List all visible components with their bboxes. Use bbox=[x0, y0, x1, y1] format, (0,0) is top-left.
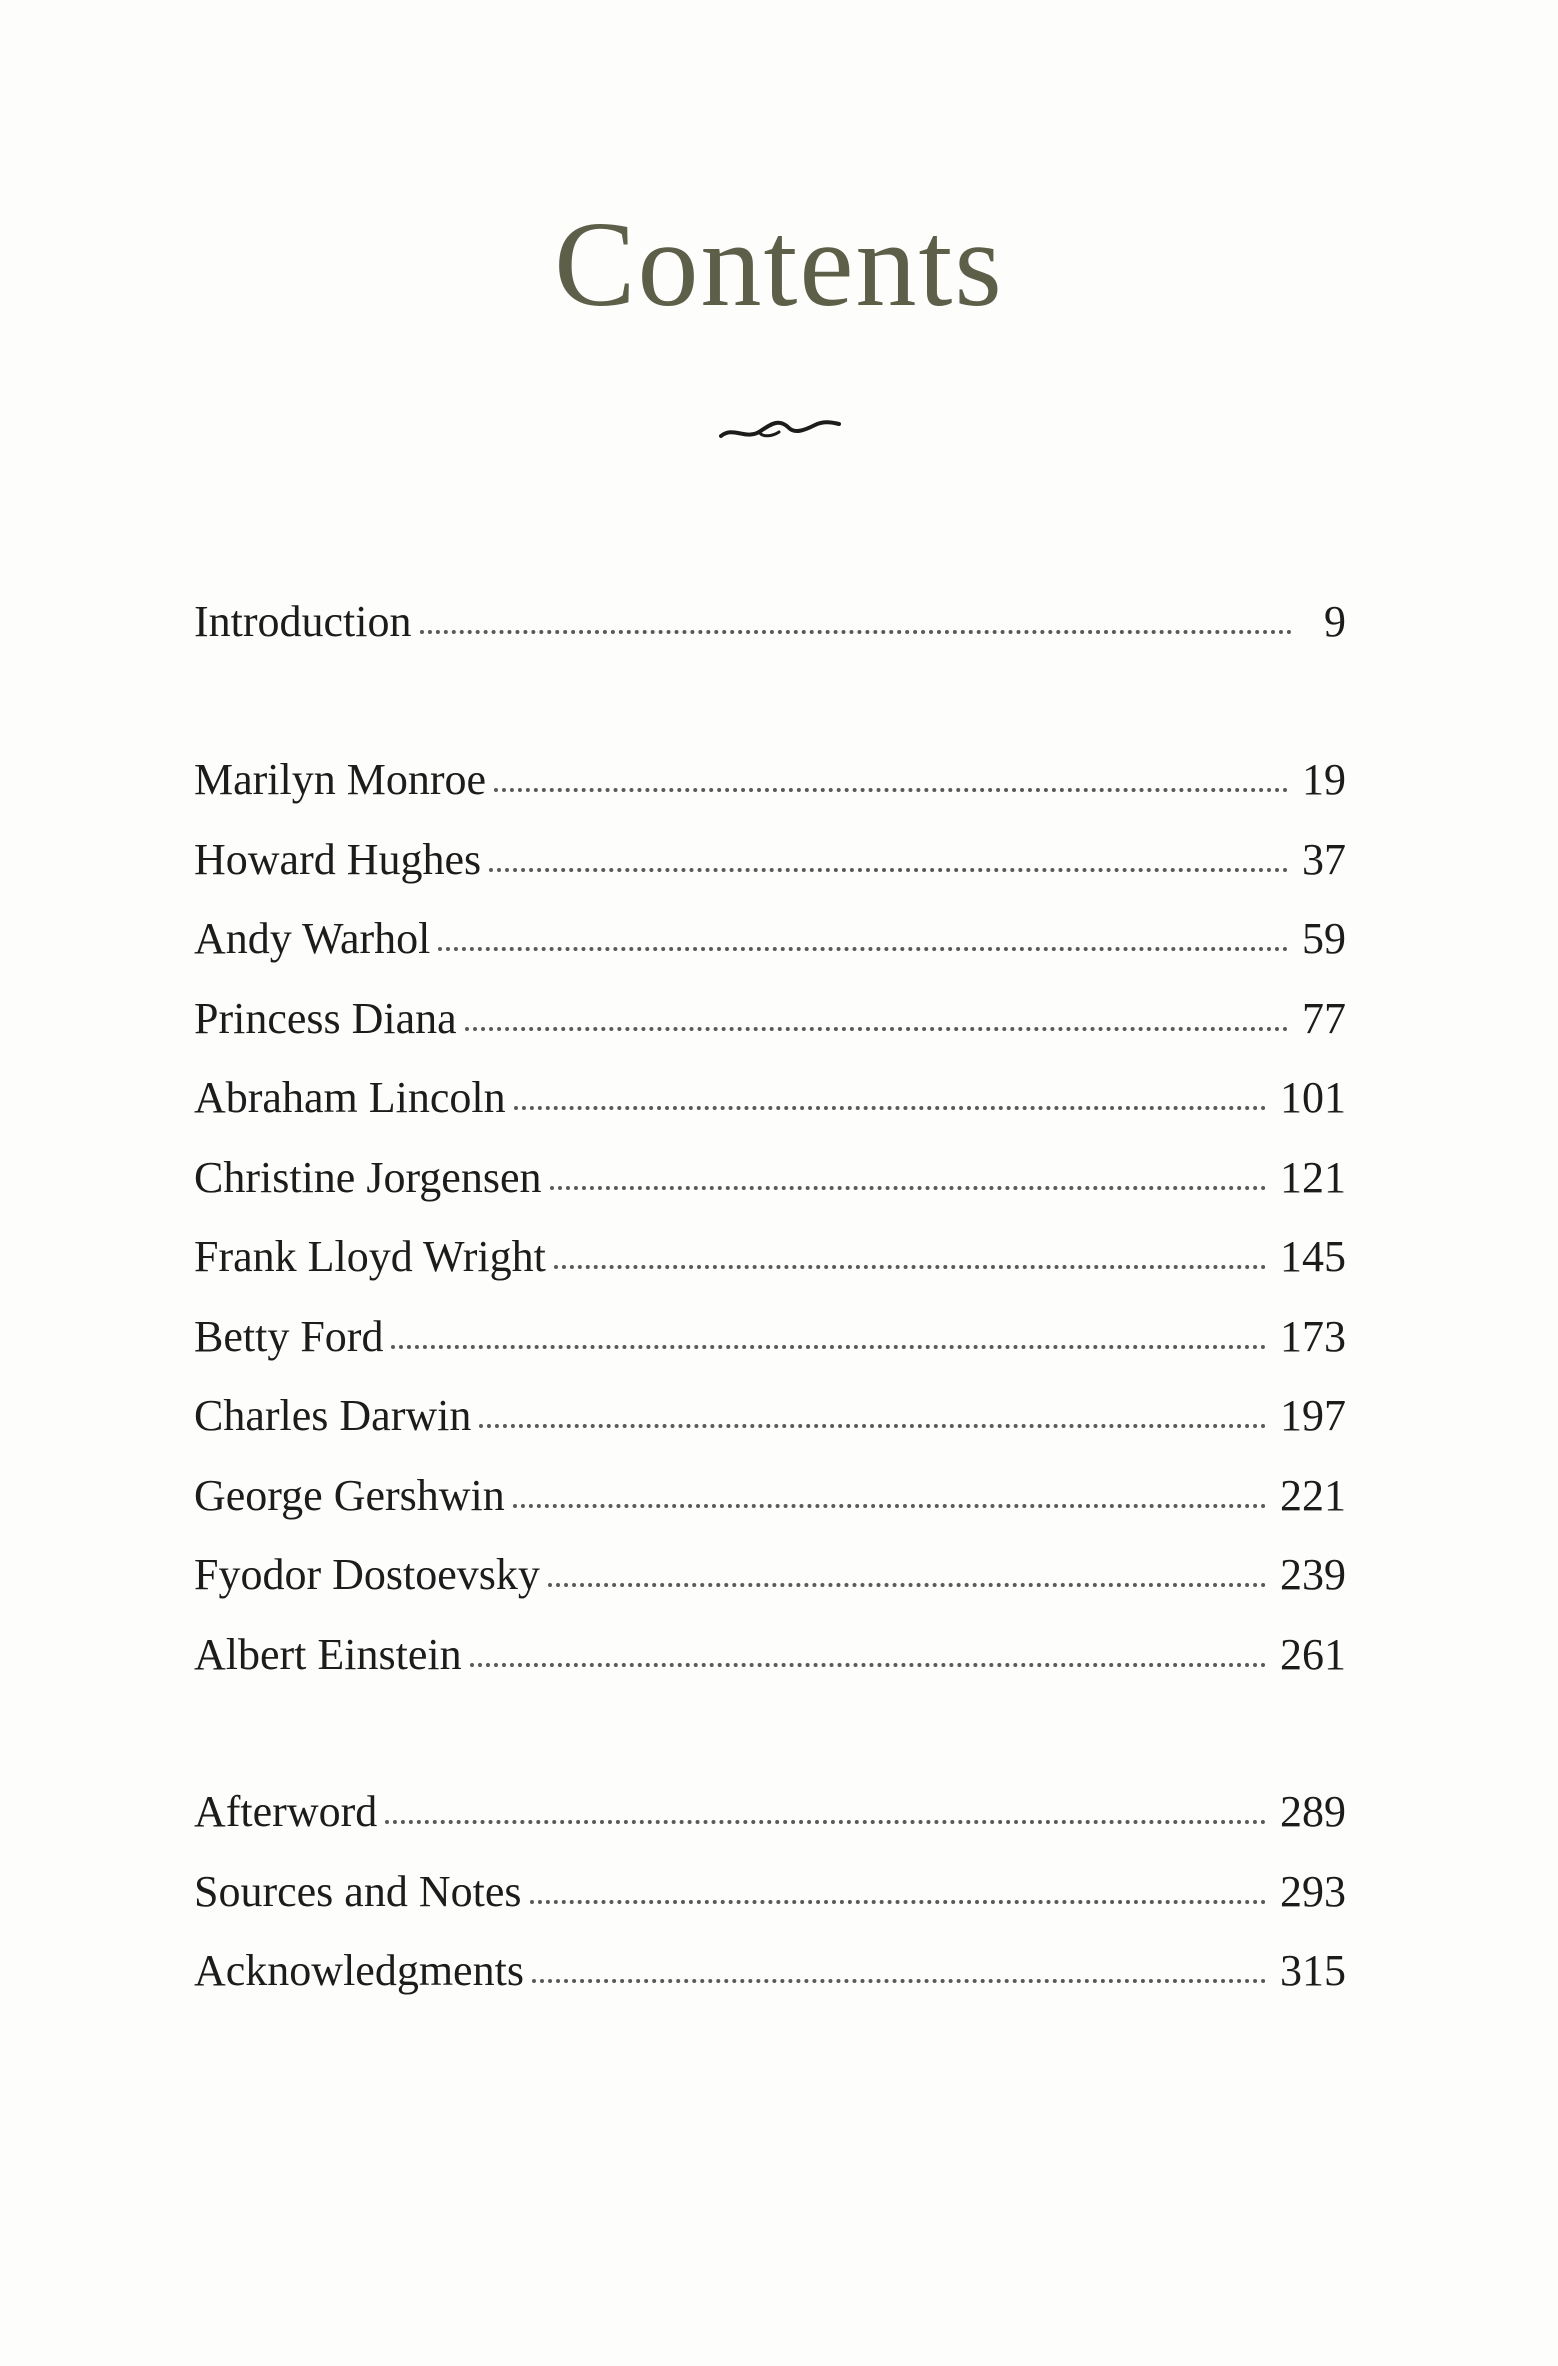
toc-entry bbox=[194, 1535, 1346, 1615]
toc-entry-page-number: 289 bbox=[1280, 1787, 1346, 1836]
dot-leader bbox=[391, 1301, 1266, 1349]
toc-entry bbox=[194, 1772, 1346, 1852]
toc-entry bbox=[194, 1852, 1346, 1932]
toc-entry-page-number: 37 bbox=[1302, 834, 1346, 884]
dot-leader bbox=[513, 1460, 1266, 1508]
dot-leader bbox=[548, 1539, 1266, 1587]
toc-entry bbox=[194, 820, 1346, 900]
dot-leader bbox=[420, 586, 1292, 634]
dot-leader bbox=[489, 824, 1288, 872]
dot-leader bbox=[385, 1776, 1266, 1824]
toc-entry bbox=[194, 1058, 1346, 1138]
toc-entry-page-number: 59 bbox=[1302, 914, 1346, 963]
toc-entry-label: Howard Hughes bbox=[194, 834, 482, 884]
dot-leader bbox=[554, 1221, 1266, 1269]
toc-entry-page-number: 315 bbox=[1280, 1946, 1346, 1995]
toc-back-matter-list bbox=[194, 1772, 1346, 2011]
toc-entry bbox=[194, 1217, 1346, 1297]
toc-entry-label: Marilyn Monroe bbox=[194, 755, 487, 804]
dot-leader bbox=[530, 1856, 1267, 1904]
toc-entry-label: Introduction bbox=[194, 597, 412, 646]
toc-entry-label: Frank Lloyd Wright bbox=[194, 1232, 546, 1281]
toc-entry-label: Sources and Notes bbox=[194, 1866, 522, 1916]
dot-leader bbox=[532, 1935, 1266, 1983]
toc-entry bbox=[194, 1138, 1346, 1218]
toc-entry-label: Fyodor Dostoevsky bbox=[194, 1550, 540, 1599]
dot-leader bbox=[479, 1380, 1266, 1428]
toc-entry-page-number: 239 bbox=[1280, 1550, 1346, 1599]
toc-entry-label: Christine Jorgensen bbox=[194, 1152, 542, 1202]
dot-leader bbox=[494, 744, 1288, 792]
toc-entry-page-number: 77 bbox=[1302, 993, 1346, 1043]
flourish-ornament-icon bbox=[719, 410, 841, 446]
toc-entry-page-number: 145 bbox=[1280, 1232, 1346, 1281]
toc-chapters-list bbox=[194, 740, 1346, 1694]
toc-entry-label: Andy Warhol bbox=[194, 914, 431, 963]
toc-entry-label: Albert Einstein bbox=[194, 1629, 462, 1679]
dot-leader bbox=[465, 983, 1288, 1031]
toc-entry-page-number: 173 bbox=[1280, 1311, 1346, 1361]
toc-intro-list bbox=[194, 582, 1346, 662]
toc-entry-label: Acknowledgments bbox=[194, 1946, 524, 1995]
toc-entry-page-number: 19 bbox=[1302, 755, 1346, 804]
toc-entry-label: George Gershwin bbox=[194, 1470, 505, 1520]
toc-entry bbox=[194, 979, 1346, 1059]
toc-entry bbox=[194, 1376, 1346, 1456]
toc-entry bbox=[194, 1297, 1346, 1377]
toc-entry-label: Betty Ford bbox=[194, 1311, 384, 1361]
toc-entry-label: Abraham Lincoln bbox=[194, 1073, 506, 1122]
toc-entry bbox=[194, 1931, 1346, 2011]
toc-entry-page-number: 197 bbox=[1280, 1391, 1346, 1440]
toc-entry-page-number: 221 bbox=[1280, 1470, 1346, 1520]
toc-entry bbox=[194, 899, 1346, 979]
toc-entry-page-number: 101 bbox=[1280, 1073, 1346, 1122]
toc-entry bbox=[194, 582, 1346, 662]
dot-leader bbox=[514, 1062, 1266, 1110]
toc-entry-page-number: 121 bbox=[1280, 1152, 1346, 1202]
toc-entry-label: Afterword bbox=[194, 1787, 378, 1836]
page-title: Contents bbox=[554, 197, 1004, 332]
toc-entry-page-number: 261 bbox=[1280, 1629, 1346, 1679]
dot-leader bbox=[470, 1619, 1266, 1667]
toc-entry-label: Princess Diana bbox=[194, 993, 457, 1043]
toc-entry bbox=[194, 1615, 1346, 1695]
toc-entry-page-number: 293 bbox=[1280, 1866, 1346, 1916]
toc-entry bbox=[194, 1456, 1346, 1536]
dot-leader bbox=[438, 903, 1288, 951]
toc-entry-page-number: 9 bbox=[1324, 597, 1346, 646]
toc-entry bbox=[194, 740, 1346, 820]
dot-leader bbox=[550, 1142, 1267, 1190]
toc-entry-label: Charles Darwin bbox=[194, 1391, 472, 1440]
